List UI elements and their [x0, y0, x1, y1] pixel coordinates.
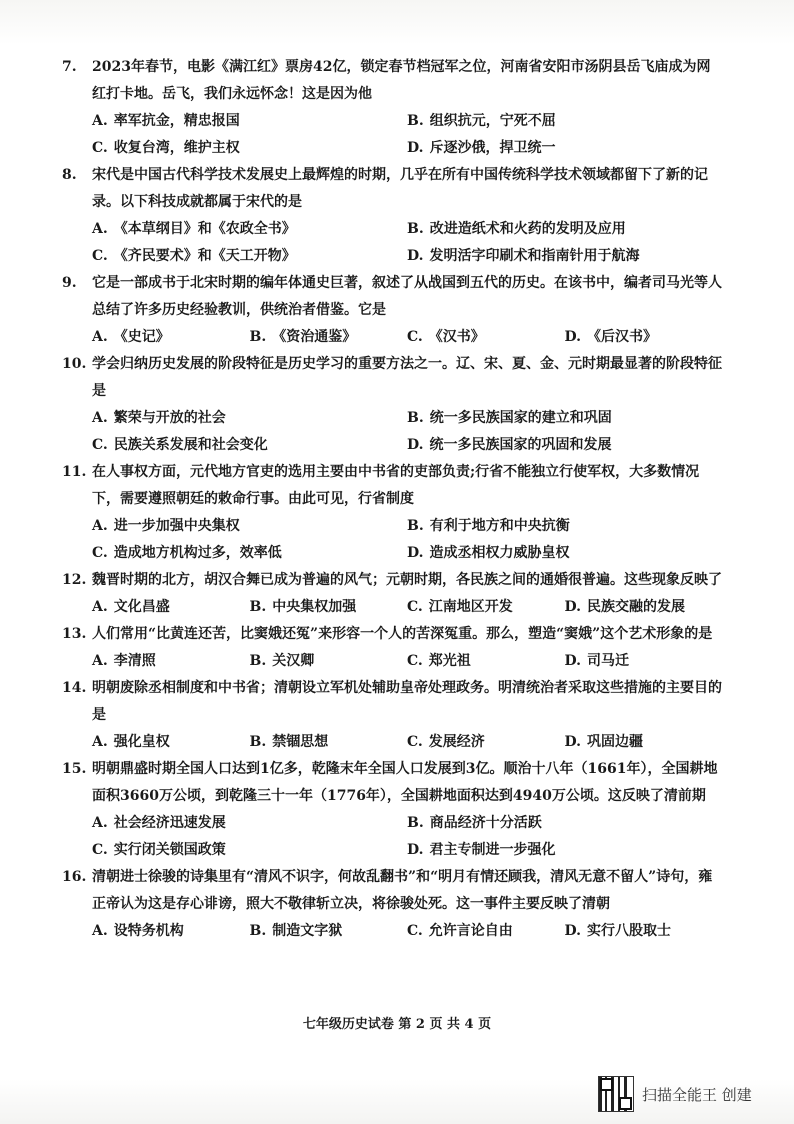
option-text: 《资治通鉴》: [272, 329, 357, 345]
answer-options: [92, 513, 722, 567]
option-text: 《汉书》: [428, 329, 485, 345]
option-letter: B.: [249, 329, 267, 345]
option-letter: C.: [92, 842, 108, 858]
answer-option: [92, 837, 407, 864]
option-letter: A.: [92, 518, 108, 534]
option-text: 实行闭关锁国政策: [113, 842, 226, 858]
answer-option: [250, 648, 408, 675]
question-number: 9.: [62, 275, 77, 291]
option-letter: B.: [407, 815, 424, 831]
option-text: 繁荣与开放的社会: [113, 410, 226, 426]
answer-option: [250, 594, 408, 621]
option-letter: B.: [249, 734, 267, 750]
answer-option: [92, 432, 407, 459]
option-text: 君主专制进一步强化: [429, 842, 556, 858]
option-letter: B.: [407, 410, 424, 426]
option-text: 收复台湾，维护主权: [113, 140, 240, 156]
option-text: 中央集权加强: [272, 599, 357, 615]
option-text: 改进造纸术和火药的发明及应用: [429, 221, 626, 237]
answer-options: [92, 324, 722, 351]
question-number: 14.: [62, 680, 87, 696]
question-item: [62, 675, 722, 756]
option-text: 允许言论自由: [428, 923, 513, 939]
answer-option: [407, 216, 722, 243]
answer-options: [92, 648, 722, 675]
answer-option: [407, 810, 722, 837]
question-item: [62, 162, 722, 270]
option-text: 制造文字狱: [272, 923, 343, 939]
option-letter: C.: [407, 599, 423, 615]
option-text: 强化皇权: [113, 734, 170, 750]
answer-option: [92, 243, 407, 270]
option-letter: D.: [564, 599, 582, 615]
answer-option: [92, 513, 407, 540]
answer-option: [565, 729, 723, 756]
answer-option: [407, 648, 565, 675]
option-letter: D.: [407, 842, 424, 858]
answer-option: [407, 135, 722, 162]
question-stem: 学会归纳历史发展的阶段特征是历史学习的重要方法之一。辽、宋、夏、金、元时期最显著的阶段特征是: [92, 356, 722, 399]
question-number: 16.: [62, 869, 87, 885]
option-letter: C.: [407, 329, 423, 345]
question-stem: 它是一部成书于北宋时期的编年体通史巨著，叙述了从战国到五代的历史。在该书中，编者司马光等人总结了许多历史经验教训，供统治者借鉴。它是: [92, 275, 722, 318]
answer-option: [407, 729, 565, 756]
option-letter: B.: [249, 599, 267, 615]
option-letter: A.: [92, 923, 108, 939]
answer-option: [92, 729, 250, 756]
option-text: 民族关系发展和社会变化: [113, 437, 268, 453]
question-item: [62, 351, 722, 459]
option-text: 《史记》: [113, 329, 170, 345]
option-text: 实行八股取士: [587, 923, 672, 939]
option-text: 民族交融的发展: [587, 599, 686, 615]
answer-options: [92, 729, 722, 756]
option-text: 《本草纲目》和《农政全书》: [113, 221, 296, 237]
question-stem: 宋代是中国古代科学技术发展史上最辉煌的时期，几乎在所有中国传统科学技术领域都留下了新的记录。以下科技成就都属于宋代的是: [92, 167, 708, 210]
option-letter: D.: [564, 329, 582, 345]
option-text: 江南地区开发: [428, 599, 513, 615]
option-letter: A.: [92, 815, 108, 831]
answer-option: [407, 837, 722, 864]
question-number: 7.: [62, 59, 77, 75]
question-item: [62, 270, 722, 351]
page-footer: 七年级历史试卷 第 2 页 共 4 页: [302, 1017, 492, 1032]
question-number: 8.: [62, 167, 77, 183]
answer-option: [92, 540, 407, 567]
answer-option: [407, 918, 565, 945]
answer-option: [92, 108, 407, 135]
question-stem: 魏晋时期的北方，胡汉合舞已成为普遍的风气；元朝时期，各民族之间的通婚很普遍。这些现象反映了: [92, 572, 722, 588]
qr-code-icon: [598, 1076, 634, 1112]
option-letter: A.: [92, 113, 108, 129]
option-letter: D.: [564, 923, 582, 939]
option-letter: A.: [92, 599, 108, 615]
question-number: 13.: [62, 626, 87, 642]
answer-option: [92, 648, 250, 675]
option-text: 率军抗金，精忠报国: [113, 113, 240, 129]
answer-options: [92, 918, 722, 945]
option-text: 发明活字印刷术和指南针用于航海: [429, 248, 640, 264]
question-stem: 2023年春节，电影《满江红》票房42亿，锁定春节档冠军之位，河南省安阳市汤阴县岳飞庙成为网红打卡地。岳飞，我们永远怀念！这是因为他: [92, 59, 711, 102]
option-letter: A.: [92, 653, 108, 669]
option-letter: D.: [407, 140, 424, 156]
option-letter: C.: [407, 923, 423, 939]
question-item: [62, 756, 722, 864]
answer-option: [92, 135, 407, 162]
option-text: 进一步加强中央集权: [113, 518, 240, 534]
question-stem: 人们常用“比黄连还苦，比窦娥还冤”来形容一个人的苦深冤重。那么，塑造“窦娥”这个艺术形象的是: [92, 626, 713, 642]
option-text: 司马迁: [587, 653, 630, 669]
question-stem: 明朝鼎盛时期全国人口达到1亿多，乾隆末年全国人口发展到3亿。顺治十八年（1661年），全国耕地面积3660万公顷，到乾隆三十一年（1776年），全国耕地面积达到4940万公顷。这反映了清前期: [92, 761, 718, 804]
answer-option: [407, 432, 722, 459]
question-item: [62, 864, 722, 945]
option-text: 《后汉书》: [587, 329, 658, 345]
option-text: 设特务机构: [113, 923, 184, 939]
option-text: 统一多民族国家的巩固和发展: [429, 437, 612, 453]
option-letter: B.: [407, 221, 424, 237]
answer-option: [407, 405, 722, 432]
option-text: 造成丞相权力威胁皇权: [429, 545, 570, 561]
answer-options: [92, 810, 722, 864]
option-letter: C.: [407, 653, 423, 669]
scanner-watermark: [598, 1076, 752, 1112]
answer-option: [92, 918, 250, 945]
question-stem: 明朝废除丞相制度和中书省；清朝设立军机处辅助皇帝处理政务。明清统治者采取这些措施的主要目的是: [92, 680, 722, 723]
question-number: 10.: [62, 356, 87, 372]
answer-option: [407, 108, 722, 135]
question-stem: 在人事权方面，元代地方官吏的选用主要由中书省的吏部负责;行省不能独立行使军权，大多数情况下，需要遵照朝廷的敕命行事。由此可见，行省制度: [92, 464, 700, 507]
question-number: 11.: [62, 464, 87, 480]
answer-option: [565, 594, 723, 621]
option-text: 郑光祖: [428, 653, 471, 669]
option-text: 禁锢思想: [272, 734, 329, 750]
option-letter: C.: [407, 734, 423, 750]
option-letter: D.: [407, 545, 424, 561]
option-text: 关汉卿: [272, 653, 315, 669]
answer-option: [407, 513, 722, 540]
answer-option: [250, 324, 408, 351]
answer-option: [407, 540, 722, 567]
option-text: 李清照: [113, 653, 156, 669]
option-letter: D.: [407, 437, 424, 453]
option-text: 巩固边疆: [587, 734, 644, 750]
option-text: 统一多民族国家的建立和巩固: [429, 410, 612, 426]
answer-option: [92, 405, 407, 432]
option-letter: C.: [92, 545, 108, 561]
option-text: 组织抗元，宁死不屈: [429, 113, 556, 129]
watermark-text: 扫描全能王 创建: [642, 1085, 752, 1104]
answer-option: [565, 324, 723, 351]
answer-options: [92, 108, 722, 162]
option-text: 造成地方机构过多，效率低: [113, 545, 282, 561]
option-letter: D.: [564, 734, 582, 750]
question-item: [62, 567, 722, 621]
answer-option: [92, 810, 407, 837]
question-stem: 清朝进士徐骏的诗集里有“清风不识字，何故乱翻书”和“明月有情还顾我，清风无意不留人”诗句，雍正帝认为这是存心诽谤，照大不敬律斩立决，将徐骏处死。这一事件主要反映了清朝: [92, 869, 713, 912]
answer-option: [565, 648, 723, 675]
answer-options: [92, 594, 722, 621]
option-letter: A.: [92, 329, 108, 345]
answer-option: [407, 324, 565, 351]
option-letter: A.: [92, 221, 108, 237]
question-item: [62, 459, 722, 567]
answer-options: [92, 405, 722, 459]
answer-option: [407, 594, 565, 621]
question-item: [62, 54, 722, 162]
answer-option: [92, 324, 250, 351]
option-letter: A.: [92, 734, 108, 750]
option-letter: B.: [249, 923, 267, 939]
option-text: 《齐民要术》和《天工开物》: [113, 248, 296, 264]
option-letter: D.: [407, 248, 424, 264]
option-letter: C.: [92, 437, 108, 453]
option-letter: B.: [407, 518, 424, 534]
option-text: 社会经济迅速发展: [113, 815, 226, 831]
option-text: 发展经济: [428, 734, 485, 750]
option-letter: C.: [92, 248, 108, 264]
answer-options: [92, 216, 722, 270]
question-number: 15.: [62, 761, 87, 777]
answer-option: [250, 918, 408, 945]
option-text: 文化昌盛: [113, 599, 170, 615]
option-text: 斥逐沙俄，捍卫统一: [429, 140, 556, 156]
option-letter: A.: [92, 410, 108, 426]
option-letter: C.: [92, 140, 108, 156]
answer-option: [92, 594, 250, 621]
option-letter: B.: [249, 653, 267, 669]
question-list: [62, 54, 722, 945]
answer-option: [92, 216, 407, 243]
answer-option: [407, 243, 722, 270]
answer-option: [250, 729, 408, 756]
option-letter: D.: [564, 653, 582, 669]
option-text: 商品经济十分活跃: [429, 815, 542, 831]
option-text: 有利于地方和中央抗衡: [429, 518, 570, 534]
question-item: [62, 621, 722, 675]
option-letter: B.: [407, 113, 424, 129]
answer-option: [565, 918, 723, 945]
question-number: 12.: [62, 572, 87, 588]
